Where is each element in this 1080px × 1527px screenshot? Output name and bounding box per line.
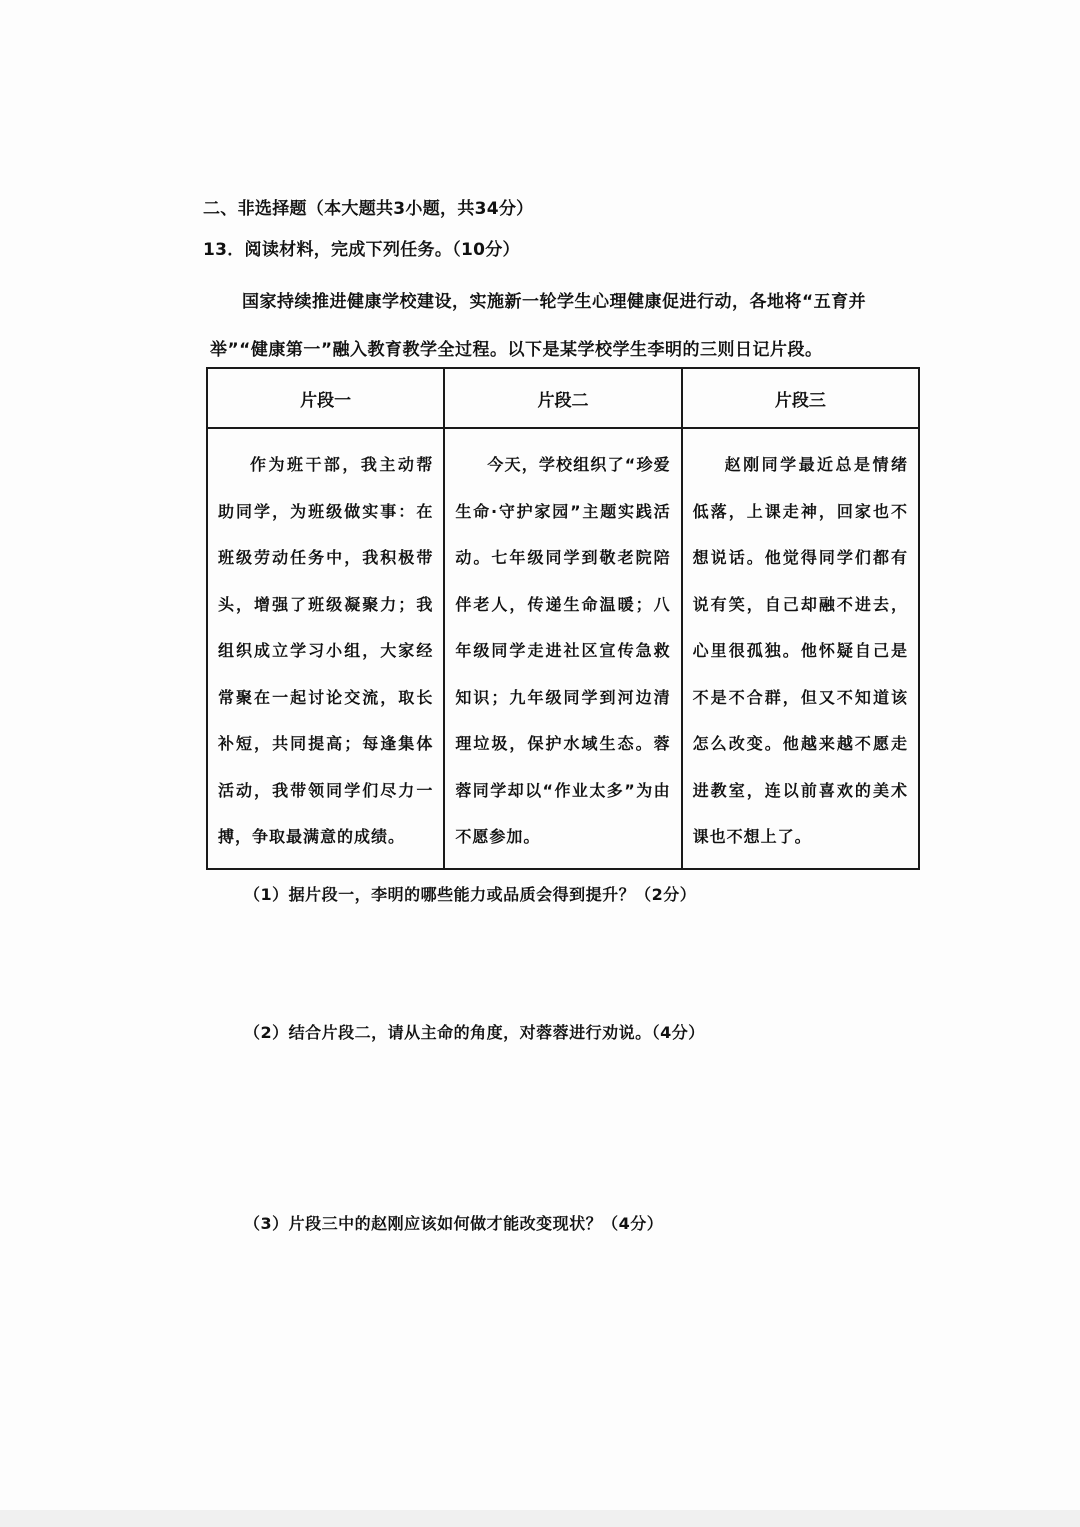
page-bottom-edge <box>0 1510 1080 1527</box>
table-header-1: 片段一 <box>207 368 444 428</box>
subquestion-2: （2）结合片段二，请从主命的角度，对蓉蓉进行劝说。（4分） <box>244 1023 705 1042</box>
table-header-3: 片段三 <box>682 368 919 428</box>
diary-table <box>206 367 920 870</box>
subquestion-3: （3）片段三中的赵刚应该如何做才能改变现状？（4分） <box>244 1214 664 1233</box>
table-cell-2: 今天，学校组织了“珍爱生命·守护家园”主题实践活动。七年级同学到敬老院陪伴老人，传递生命温暖；八年级同学走进社区宣传急救知识；九年级同学到河边清理垃圾，保护水域生态。蓉蓉同学却以“作业太多”为由不愿参加。 <box>444 428 681 869</box>
question-intro: 国家持续推进健康学校建设，实施新一轮学生心理健康促进行动，各地将“五育并举”“健康第一”融入教育教学全过程。以下是某学校学生李明的三则日记片段。 <box>210 292 867 360</box>
table-row <box>207 428 919 869</box>
question-title: 13．阅读材料，完成下列任务。（10分） <box>203 240 520 260</box>
table-cell-1: 作为班干部，我主动帮助同学，为班级做实事：在班级劳动任务中，我积极带头，增强了班级凝聚力；我组织成立学习小组，大家经常聚在一起讨论交流，取长补短，共同提高；每逢集体活动，我带领同学们尽力一搏，争取最满意的成绩。 <box>207 428 444 869</box>
table-cell-3: 赵刚同学最近总是情绪低落，上课走神，回家也不想说话。他觉得同学们都有说有笑，自己却融不进去，心里很孤独。他怀疑自己是不是不合群，但又不知道该怎么改变。他越来越不愿走进教室，连以前喜欢的美术课也不想上了。 <box>682 428 919 869</box>
subquestion-1: （1）据片段一，李明的哪些能力或品质会得到提升？（2分） <box>244 885 697 904</box>
section-title: 二、非选择题（本大题共3小题，共34分） <box>203 199 534 219</box>
table-header-row <box>207 368 919 428</box>
table-header-2: 片段二 <box>444 368 681 428</box>
